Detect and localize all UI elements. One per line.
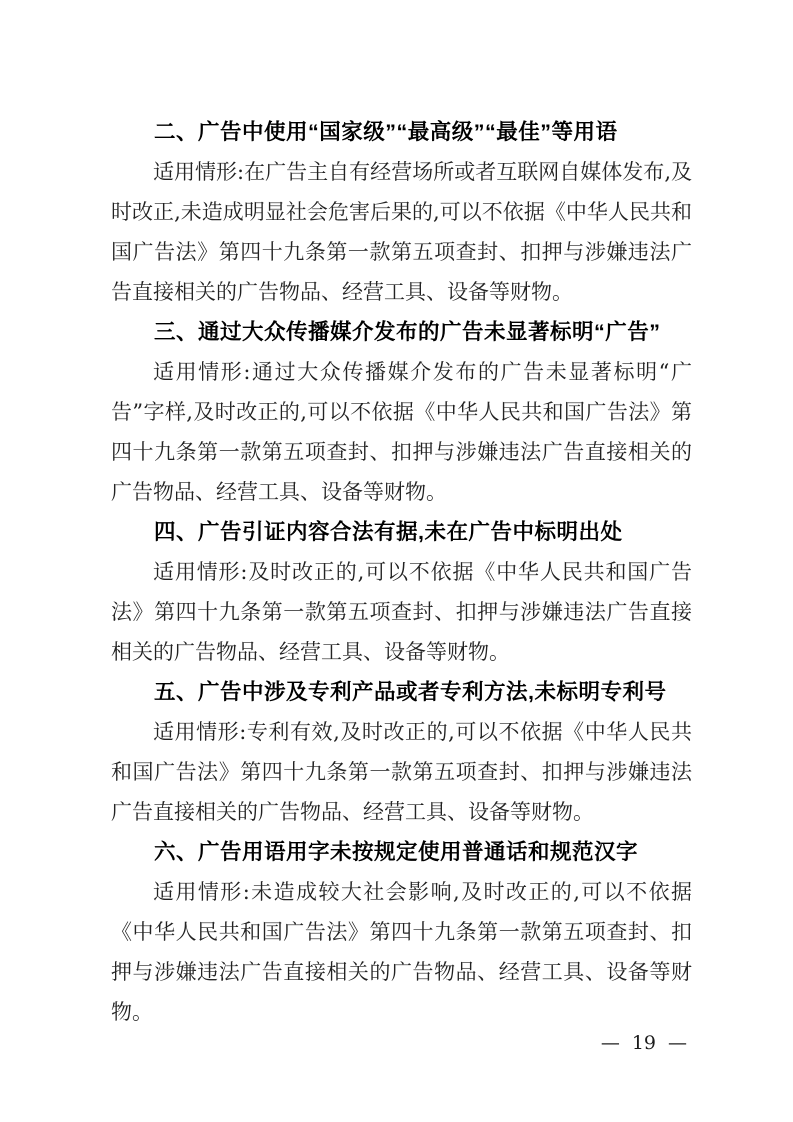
section-2	[111, 112, 692, 312]
section-2-heading: 二、广告中使用“国家级”“最高级”“最佳”等用语	[154, 120, 618, 144]
section-2-body: 适用情形:在广告主自有经营场所或者互联网自媒体发布,及时改正,未造成明显社会危害后果的,可以不依据《中华人民共和国广告法》第四十九条第一款第五项查封、扣押与涉嫌违法广告直接相关的广告物品、经营工具、设备等财物。	[111, 160, 692, 304]
footer-left-dash: —	[600, 1032, 620, 1054]
section-6-heading: 六、广告用语用字未按规定使用普通话和规范汉字	[154, 840, 639, 864]
document-content	[111, 112, 692, 1032]
section-4	[111, 512, 692, 672]
section-6	[111, 832, 692, 1032]
section-3	[111, 312, 692, 512]
page-number: 19	[631, 1032, 656, 1054]
section-3-body: 适用情形:通过大众传播媒介发布的广告未显著标明“广告”字样,及时改正的,可以不依据《中华人民共和国广告法》第四十九条第一款第五项查封、扣押与涉嫌违法广告直接相关的广告物品、经营工具、设备等财物。	[111, 360, 692, 504]
section-4-body: 适用情形:及时改正的,可以不依据《中华人民共和国广告法》第四十九条第一款第五项查封、扣押与涉嫌违法广告直接相关的广告物品、经营工具、设备等财物。	[111, 560, 692, 664]
section-4-heading: 四、广告引证内容合法有据,未在广告中标明出处	[154, 520, 623, 544]
section-5	[111, 672, 692, 832]
section-3-heading: 三、通过大众传播媒介发布的广告未显著标明“广告”	[154, 320, 661, 344]
page-footer	[601, 1030, 687, 1056]
section-5-body: 适用情形:专利有效,及时改正的,可以不依据《中华人民共和国广告法》第四十九条第一款第五项查封、扣押与涉嫌违法广告直接相关的广告物品、经营工具、设备等财物。	[111, 720, 692, 824]
section-6-body: 适用情形:未造成较大社会影响,及时改正的,可以不依据《中华人民共和国广告法》第四十九条第一款第五项查封、扣押与涉嫌违法广告直接相关的广告物品、经营工具、设备等财物。	[111, 880, 692, 1024]
section-5-heading: 五、广告中涉及专利产品或者专利方法,未标明专利号	[154, 680, 667, 704]
footer-right-dash: —	[668, 1032, 687, 1054]
